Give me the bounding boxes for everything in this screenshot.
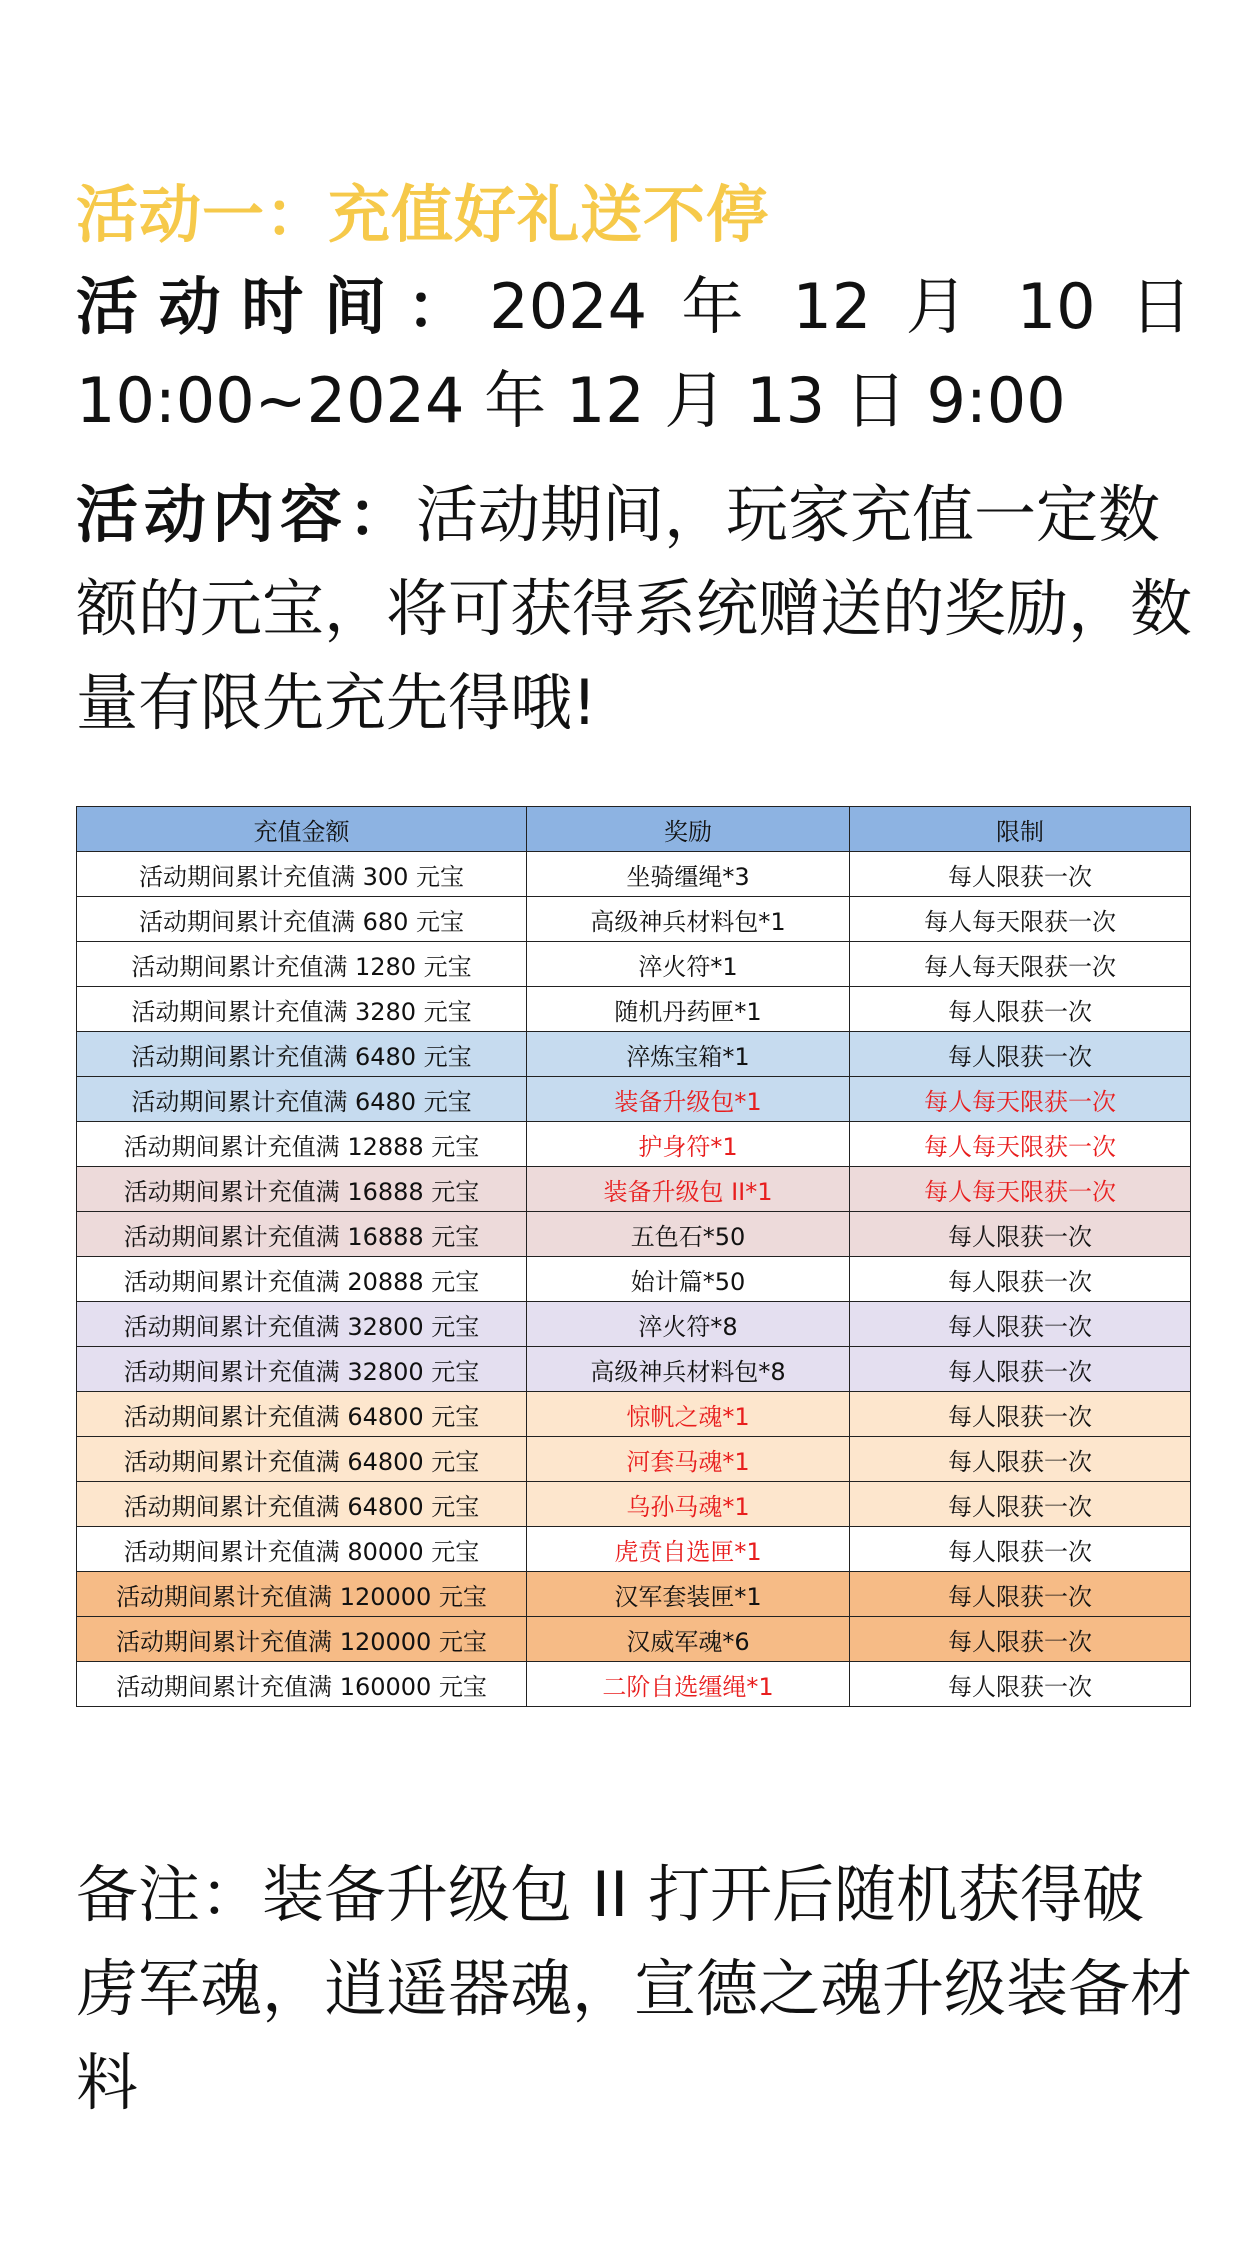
cell-limit: 每人限获一次 [850, 1527, 1191, 1572]
cell-amount: 活动期间累计充值满 680 元宝 [77, 897, 527, 942]
cell-amount: 活动期间累计充值满 3280 元宝 [77, 987, 527, 1032]
table-row [77, 942, 1191, 987]
cell-reward: 淬火符*8 [527, 1302, 850, 1347]
cell-reward: 汉军套装匣*1 [527, 1572, 850, 1617]
cell-limit: 每人每天限获一次 [850, 1077, 1191, 1122]
header-reward: 奖励 [527, 807, 850, 852]
event-content [76, 468, 1192, 750]
cell-limit: 每人限获一次 [850, 987, 1191, 1032]
cell-reward: 虎贲自选匣*1 [527, 1527, 850, 1572]
table-row [77, 1392, 1191, 1437]
cell-amount: 活动期间累计充值满 300 元宝 [77, 852, 527, 897]
note-text: 备注：装备升级包 II 打开后随机获得破虏军魂，逍遥器魂，宣德之魂升级装备材料 [76, 1858, 1193, 2119]
reward-table [76, 806, 1191, 1707]
cell-reward: 惊帆之魂*1 [527, 1392, 850, 1437]
cell-amount: 活动期间累计充值满 32800 元宝 [77, 1347, 527, 1392]
cell-limit: 每人限获一次 [850, 1302, 1191, 1347]
cell-limit: 每人限获一次 [850, 1437, 1191, 1482]
table-row [77, 1257, 1191, 1302]
cell-limit: 每人限获一次 [850, 1212, 1191, 1257]
cell-amount: 活动期间累计充值满 64800 元宝 [77, 1482, 527, 1527]
cell-amount: 活动期间累计充值满 1280 元宝 [77, 942, 527, 987]
table-row [77, 1347, 1191, 1392]
cell-limit: 每人限获一次 [850, 1482, 1191, 1527]
cell-reward: 始计篇*50 [527, 1257, 850, 1302]
cell-reward: 淬火符*1 [527, 942, 850, 987]
cell-amount: 活动期间累计充值满 6480 元宝 [77, 1032, 527, 1077]
cell-reward: 二阶自选缰绳*1 [527, 1662, 850, 1707]
cell-amount: 活动期间累计充值满 16888 元宝 [77, 1167, 527, 1212]
cell-reward: 高级神兵材料包*1 [527, 897, 850, 942]
header-amount: 充值金额 [77, 807, 527, 852]
table-row [77, 1527, 1191, 1572]
cell-limit: 每人限获一次 [850, 1032, 1191, 1077]
cell-amount: 活动期间累计充值满 120000 元宝 [77, 1572, 527, 1617]
cell-amount: 活动期间累计充值满 80000 元宝 [77, 1527, 527, 1572]
cell-reward: 淬炼宝箱*1 [527, 1032, 850, 1077]
table-header-row [77, 807, 1191, 852]
cell-limit: 每人每天限获一次 [850, 897, 1191, 942]
cell-amount: 活动期间累计充值满 160000 元宝 [77, 1662, 527, 1707]
cell-limit: 每人限获一次 [850, 852, 1191, 897]
table-row [77, 1167, 1191, 1212]
table-row [77, 1212, 1191, 1257]
cell-reward: 随机丹药匣*1 [527, 987, 850, 1032]
table-row [77, 1482, 1191, 1527]
cell-limit: 每人每天限获一次 [850, 1122, 1191, 1167]
event-time [76, 260, 1192, 448]
cell-amount: 活动期间累计充值满 64800 元宝 [77, 1437, 527, 1482]
cell-reward: 装备升级包*1 [527, 1077, 850, 1122]
event-content-value: 活动期间，玩家充值一定数额的元宝，将可获得系统赠送的奖励，数量有限先充先得哦! [76, 478, 1193, 739]
cell-limit: 每人限获一次 [850, 1347, 1191, 1392]
table-body [77, 852, 1191, 1707]
cell-limit: 每人限获一次 [850, 1662, 1191, 1707]
cell-limit: 每人每天限获一次 [850, 1167, 1191, 1212]
cell-reward: 护身符*1 [527, 1122, 850, 1167]
cell-amount: 活动期间累计充值满 120000 元宝 [77, 1617, 527, 1662]
table-row [77, 1122, 1191, 1167]
cell-reward: 高级神兵材料包*8 [527, 1347, 850, 1392]
cell-amount: 活动期间累计充值满 6480 元宝 [77, 1077, 527, 1122]
table-row [77, 1437, 1191, 1482]
table-row [77, 1302, 1191, 1347]
cell-limit: 每人限获一次 [850, 1392, 1191, 1437]
cell-amount: 活动期间累计充值满 20888 元宝 [77, 1257, 527, 1302]
event-content-label: 活动内容： [76, 478, 417, 551]
cell-limit: 每人限获一次 [850, 1617, 1191, 1662]
table-row [77, 1662, 1191, 1707]
cell-reward: 乌孙马魂*1 [527, 1482, 850, 1527]
cell-limit: 每人限获一次 [850, 1257, 1191, 1302]
cell-amount: 活动期间累计充值满 16888 元宝 [77, 1212, 527, 1257]
table-row [77, 1032, 1191, 1077]
cell-reward: 装备升级包 II*1 [527, 1167, 850, 1212]
cell-amount: 活动期间累计充值满 12888 元宝 [77, 1122, 527, 1167]
cell-amount: 活动期间累计充值满 32800 元宝 [77, 1302, 527, 1347]
event-title: 活动一：充值好礼送不停 [76, 178, 770, 251]
event-time-value: 2024 年 12 月 10 日 10:00~2024 年 12 月 13 日 9:00 [76, 270, 1192, 437]
cell-reward: 汉威军魂*6 [527, 1617, 850, 1662]
cell-reward: 河套马魂*1 [527, 1437, 850, 1482]
cell-reward: 五色石*50 [527, 1212, 850, 1257]
header-limit: 限制 [850, 807, 1191, 852]
table-row [77, 897, 1191, 942]
cell-limit: 每人每天限获一次 [850, 942, 1191, 987]
event-intro [76, 170, 1192, 750]
table-row [77, 1077, 1191, 1122]
table-row [77, 1572, 1191, 1617]
table-row [77, 1617, 1191, 1662]
cell-amount: 活动期间累计充值满 64800 元宝 [77, 1392, 527, 1437]
cell-limit: 每人限获一次 [850, 1572, 1191, 1617]
table-row [77, 852, 1191, 897]
event-time-label: 活动时间： [76, 270, 490, 343]
cell-reward: 坐骑缰绳*3 [527, 852, 850, 897]
table-row [77, 987, 1191, 1032]
